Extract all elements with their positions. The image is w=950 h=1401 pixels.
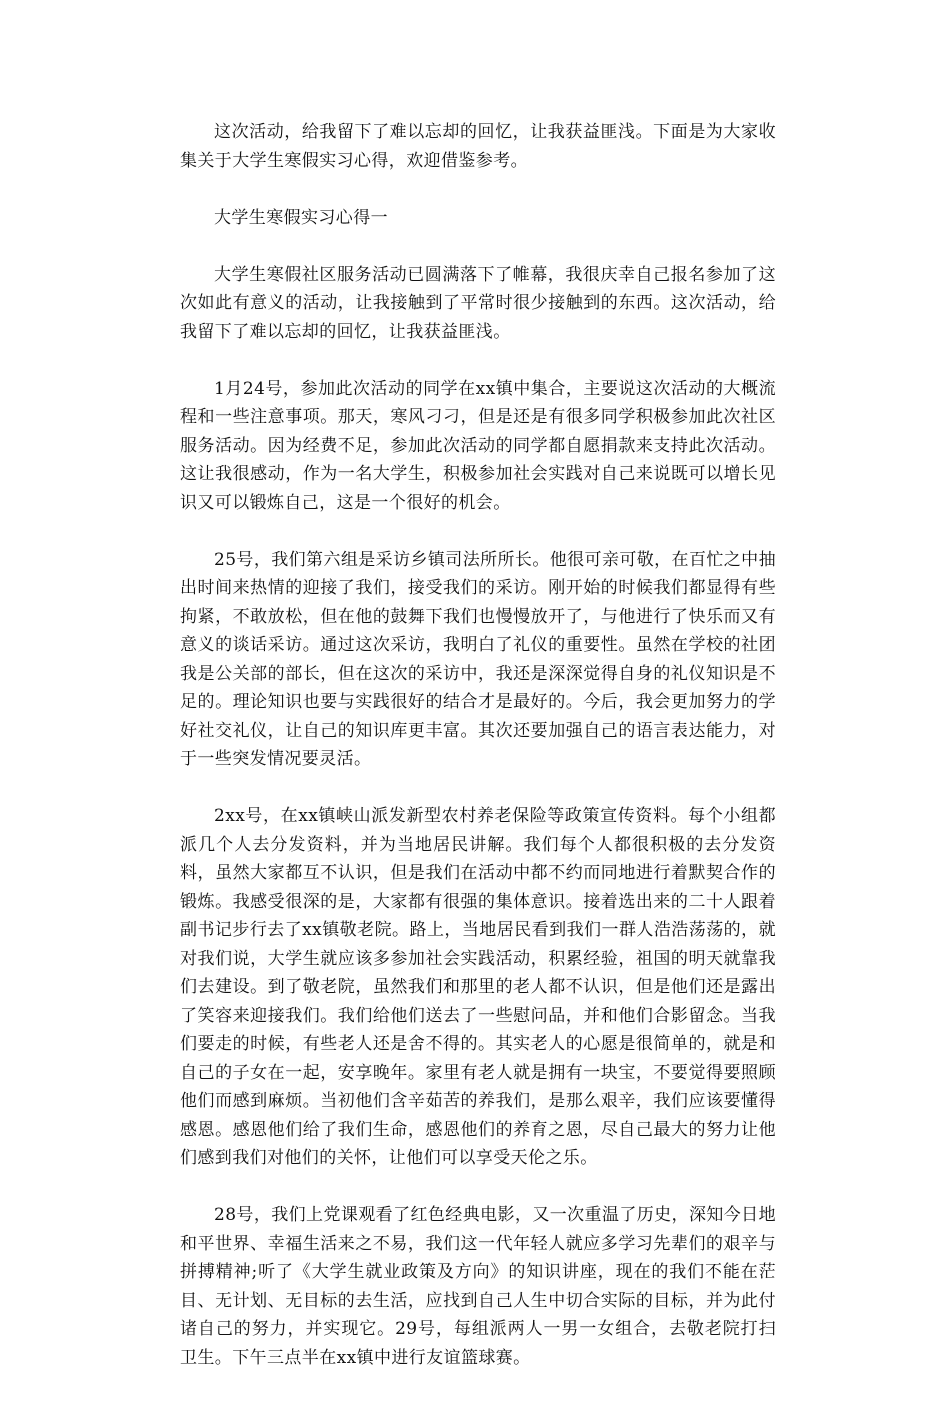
document-body [180, 118, 776, 1401]
body-paragraph-2: 1月24号，参加此次活动的同学在xx镇中集合，主要说这次活动的大概流程和一些注意事项。那天，寒风刁刁，但是还是有很多同学积极参加此次社区服务活动。因为经费不足，参加此次活动的同学都自愿捐款来支持此次活动。这让我很感动，作为一名大学生，积极参加社会实践对自己来说既可以增长见识又可以锻炼自己，这是一个很好的机会。 [180, 378, 776, 513]
body-paragraph-3: 25号，我们第六组是采访乡镇司法所所长。他很可亲可敬，在百忙之中抽出时间来热情的迎接了我们，接受我们的采访。刚开始的时候我们都显得有些拘紧，不敢放松，但在他的鼓舞下我们也慢慢放开了，与他进行了快乐而又有意义的谈话采访。通过这次采访，我明白了礼仪的重要性。虽然在学校的社团我是公关部的部长，但在这次的采访中，我还是深深觉得自身的礼仪知识是不足的。理论知识也要与实践很好的结合才是最好的。今后，我会更加努力的学好社交礼仪，让自己的知识库更丰富。其次还要加强自己的语言表达能力，对于一些突发情况要灵活。 [180, 549, 776, 769]
section-title: 大学生寒假实习心得一 [214, 207, 388, 228]
body-paragraph-4: 2xx号，在xx镇峡山派发新型农村养老保险等政策宣传资料。每个小组都派几个人去分发资料，并为当地居民讲解。我们每个人都很积极的去分发资料，虽然大家都互不认识，但是我们在活动中都不约而同地进行着默契合作的锻炼。我感受很深的是，大家都有很强的集体意识。接着选出来的二十人跟着副书记步行去了xx镇敬老院。路上，当地居民看到我们一群人浩浩荡荡的，就对我们说，大学生就应该多参加社会实践活动，积累经验，祖国的明天就靠我们去建设。到了敬老院，虽然我们和那里的老人都不认识，但是他们还是露出了笑容来迎接我们。我们给他们送去了一些慰问品，并和他们合影留念。当我们要走的时候，有些老人还是舍不得的。其实老人的心愿是很简单的，就是和自己的子女在一起，安享晚年。家里有老人就是拥有一块宝，不要觉得要照顾他们而感到麻烦。当初他们含辛茹苦的养我们，是那么艰辛，我们应该要懂得感恩。感恩他们给了我们生命，感恩他们的养育之恩，尽自己最大的努力让他们感到我们对他们的关怀，让他们可以享受天伦之乐。 [180, 806, 776, 1168]
body-paragraph-5: 28号，我们上党课观看了红色经典电影，又一次重温了历史，深知今日地和平世界、幸福生活来之不易，我们这一代年轻人就应多学习先辈们的艰辛与拼搏精神;听了《大学生就业政策及方向》的知识讲座，现在的我们不能在茫目、无计划、无目标的去生活，应找到自己人生中切合实际的目标，并为此付诸自己的努力，并实现它。29号，每组派两人一男一女组合，去敬老院打扫卫生。下午三点半在xx镇中进行友谊篮球赛。 [180, 1205, 776, 1368]
body-paragraph-1: 大学生寒假社区服务活动已圆满落下了帷幕，我很庆幸自己报名参加了这次如此有意义的活动，让我接触到了平常时很少接触到的东西。这次活动，给我留下了难以忘却的回忆，让我获益匪浅。 [180, 264, 776, 342]
intro-paragraph: 这次活动，给我留下了难以忘却的回忆，让我获益匪浅。下面是为大家收集关于大学生寒假实习心得，欢迎借鉴参考。 [180, 122, 776, 171]
